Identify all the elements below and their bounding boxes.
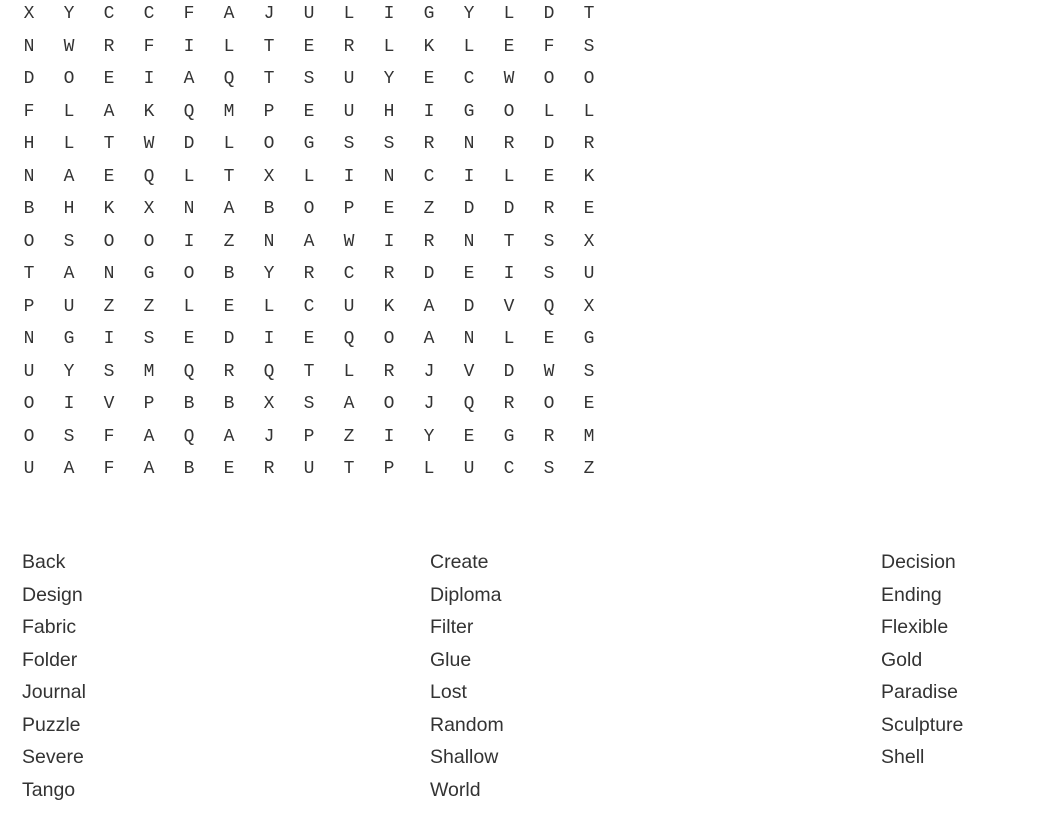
- grid-cell[interactable]: L: [183, 296, 195, 317]
- grid-cell[interactable]: U: [23, 361, 35, 382]
- grid-cell[interactable]: J: [423, 394, 435, 415]
- grid-cell[interactable]: X: [583, 296, 595, 317]
- grid-cell[interactable]: H: [23, 134, 35, 155]
- grid-cell[interactable]: P: [343, 199, 355, 220]
- grid-cell[interactable]: O: [23, 231, 35, 252]
- grid-cell[interactable]: L: [263, 296, 275, 317]
- word-list-item: Decision: [881, 551, 956, 573]
- grid-cell[interactable]: F: [103, 426, 115, 447]
- grid-cell[interactable]: S: [543, 459, 555, 480]
- grid-cell[interactable]: O: [383, 329, 395, 350]
- grid-cell[interactable]: O: [543, 394, 555, 415]
- grid-cell[interactable]: K: [423, 36, 435, 57]
- word-list-item: Random: [430, 713, 504, 736]
- grid-cell[interactable]: N: [383, 166, 395, 187]
- grid-cell[interactable]: Q: [183, 101, 195, 122]
- grid-cell[interactable]: T: [23, 264, 35, 285]
- grid-cell[interactable]: L: [223, 134, 235, 155]
- word-list-item: Design: [22, 583, 83, 606]
- grid-cell[interactable]: G: [143, 264, 155, 285]
- grid-cell[interactable]: A: [223, 199, 235, 220]
- grid-cell[interactable]: E: [223, 459, 235, 480]
- grid-row: [9, 258, 609, 291]
- grid-cell[interactable]: Q: [183, 361, 195, 382]
- grid-cell[interactable]: T: [343, 459, 355, 480]
- grid-cell[interactable]: X: [583, 231, 595, 252]
- grid-cell[interactable]: O: [23, 394, 35, 415]
- grid-cell[interactable]: U: [343, 69, 355, 90]
- grid-cell[interactable]: R: [383, 361, 395, 382]
- grid-cell[interactable]: C: [343, 264, 355, 285]
- grid-cell[interactable]: L: [583, 101, 595, 122]
- grid-cell[interactable]: W: [343, 231, 355, 252]
- grid-cell[interactable]: U: [63, 296, 75, 317]
- grid-cell[interactable]: E: [543, 329, 555, 350]
- grid-cell[interactable]: W: [63, 36, 75, 57]
- grid-cell[interactable]: R: [223, 361, 235, 382]
- grid-cell[interactable]: R: [303, 264, 315, 285]
- grid-cell[interactable]: R: [423, 134, 435, 155]
- grid-cell[interactable]: N: [263, 231, 275, 252]
- grid-cell[interactable]: L: [463, 36, 475, 57]
- grid-cell[interactable]: D: [543, 134, 555, 155]
- grid-cell[interactable]: I: [183, 231, 195, 252]
- grid-cell[interactable]: F: [543, 36, 555, 57]
- grid-cell[interactable]: I: [263, 329, 275, 350]
- grid-cell[interactable]: W: [143, 134, 155, 155]
- grid-cell[interactable]: N: [103, 264, 115, 285]
- grid-cell[interactable]: L: [543, 101, 555, 122]
- grid-cell[interactable]: C: [423, 166, 435, 187]
- grid-cell[interactable]: R: [543, 199, 555, 220]
- grid-row: [9, 323, 609, 356]
- grid-row: [9, 161, 609, 194]
- grid-cell[interactable]: O: [143, 231, 155, 252]
- grid-cell[interactable]: E: [503, 36, 515, 57]
- grid-cell[interactable]: X: [23, 4, 35, 25]
- grid-cell[interactable]: N: [463, 231, 475, 252]
- letter-grid: [9, 0, 609, 486]
- grid-cell[interactable]: T: [103, 134, 115, 155]
- word-list-item: Severe: [22, 746, 84, 768]
- grid-cell[interactable]: E: [463, 264, 475, 285]
- grid-cell[interactable]: F: [23, 101, 35, 122]
- word-list-column: [22, 546, 86, 806]
- grid-cell[interactable]: U: [303, 459, 315, 480]
- grid-cell[interactable]: O: [583, 69, 595, 90]
- grid-cell[interactable]: N: [23, 329, 35, 350]
- grid-cell[interactable]: D: [503, 361, 515, 382]
- grid-cell[interactable]: U: [23, 459, 35, 480]
- word-list-item: Back: [22, 551, 66, 573]
- grid-cell[interactable]: I: [383, 426, 395, 447]
- grid-cell[interactable]: G: [463, 101, 475, 122]
- grid-cell[interactable]: A: [63, 264, 75, 285]
- grid-cell[interactable]: Q: [343, 329, 355, 350]
- grid-cell[interactable]: I: [183, 36, 195, 57]
- grid-cell[interactable]: S: [63, 426, 75, 447]
- grid-cell[interactable]: L: [503, 329, 515, 350]
- grid-cell[interactable]: R: [543, 426, 555, 447]
- grid-cell[interactable]: L: [303, 166, 315, 187]
- grid-cell[interactable]: A: [343, 394, 355, 415]
- grid-cell[interactable]: Y: [63, 4, 75, 25]
- word-list-item: Folder: [22, 648, 78, 671]
- grid-cell[interactable]: G: [303, 134, 315, 155]
- grid-cell[interactable]: I: [463, 166, 475, 187]
- word-list-item: Puzzle: [22, 713, 81, 736]
- grid-row: [9, 63, 609, 96]
- grid-cell[interactable]: E: [303, 101, 315, 122]
- grid-cell[interactable]: L: [63, 134, 75, 155]
- grid-cell[interactable]: O: [63, 69, 75, 90]
- grid-cell[interactable]: E: [303, 329, 315, 350]
- grid-row: [9, 388, 609, 421]
- grid-cell[interactable]: D: [23, 69, 35, 90]
- grid-cell[interactable]: Z: [423, 199, 435, 220]
- grid-cell[interactable]: E: [223, 296, 235, 317]
- word-list-item: Diploma: [430, 583, 502, 606]
- word-list-item: Shallow: [430, 746, 499, 768]
- grid-cell[interactable]: I: [383, 4, 395, 25]
- grid-cell[interactable]: A: [223, 426, 235, 447]
- grid-cell[interactable]: P: [263, 101, 275, 122]
- grid-cell[interactable]: N: [183, 199, 195, 220]
- grid-cell[interactable]: Y: [383, 69, 395, 90]
- grid-cell[interactable]: R: [503, 394, 515, 415]
- grid-cell[interactable]: L: [343, 4, 355, 25]
- grid-cell[interactable]: T: [503, 231, 515, 252]
- grid-cell[interactable]: I: [423, 101, 435, 122]
- grid-cell[interactable]: F: [183, 4, 195, 25]
- grid-cell[interactable]: X: [143, 199, 155, 220]
- word-list-item: Tango: [22, 778, 76, 801]
- grid-cell[interactable]: B: [183, 394, 195, 415]
- grid-cell[interactable]: Q: [263, 361, 275, 382]
- grid-row: [9, 291, 609, 324]
- grid-cell[interactable]: E: [303, 36, 315, 57]
- grid-cell[interactable]: Z: [343, 426, 355, 447]
- grid-cell[interactable]: A: [303, 231, 315, 252]
- grid-row: [9, 453, 609, 486]
- grid-cell[interactable]: O: [543, 69, 555, 90]
- grid-cell[interactable]: Q: [183, 426, 195, 447]
- grid-cell[interactable]: A: [63, 459, 75, 480]
- grid-cell[interactable]: E: [543, 166, 555, 187]
- word-list-item: Sculpture: [881, 713, 964, 736]
- grid-cell[interactable]: L: [343, 361, 355, 382]
- grid-cell[interactable]: A: [223, 4, 235, 25]
- grid-cell[interactable]: J: [263, 426, 275, 447]
- grid-cell[interactable]: K: [583, 166, 595, 187]
- grid-cell[interactable]: I: [503, 264, 515, 285]
- grid-cell[interactable]: S: [583, 361, 595, 382]
- word-list-item: Gold: [881, 648, 923, 671]
- grid-cell[interactable]: L: [63, 101, 75, 122]
- grid-cell[interactable]: R: [103, 36, 115, 57]
- grid-cell[interactable]: P: [303, 426, 315, 447]
- grid-cell[interactable]: F: [103, 459, 115, 480]
- grid-cell[interactable]: C: [463, 69, 475, 90]
- grid-row: [9, 226, 609, 259]
- grid-cell[interactable]: O: [263, 134, 275, 155]
- grid-cell[interactable]: O: [183, 264, 195, 285]
- grid-cell[interactable]: Z: [583, 459, 595, 480]
- grid-cell[interactable]: Z: [103, 296, 115, 317]
- grid-cell[interactable]: O: [503, 101, 515, 122]
- grid-cell[interactable]: K: [103, 199, 115, 220]
- grid-cell[interactable]: O: [23, 426, 35, 447]
- grid-cell[interactable]: B: [23, 199, 35, 220]
- grid-cell[interactable]: E: [383, 199, 395, 220]
- grid-cell[interactable]: N: [463, 329, 475, 350]
- grid-cell[interactable]: P: [23, 296, 35, 317]
- grid-cell[interactable]: U: [343, 296, 355, 317]
- grid-row: [9, 96, 609, 129]
- grid-cell[interactable]: D: [503, 199, 515, 220]
- word-list-column: [881, 546, 963, 774]
- grid-cell[interactable]: D: [423, 264, 435, 285]
- grid-cell[interactable]: E: [103, 69, 115, 90]
- grid-cell[interactable]: J: [263, 4, 275, 25]
- grid-cell[interactable]: A: [423, 296, 435, 317]
- word-list-item: World: [430, 778, 481, 801]
- word-list-item: Lost: [430, 681, 467, 703]
- grid-cell[interactable]: L: [423, 459, 435, 480]
- grid-cell[interactable]: K: [383, 296, 395, 317]
- grid-cell[interactable]: B: [183, 459, 195, 480]
- grid-cell[interactable]: Q: [463, 394, 475, 415]
- grid-cell[interactable]: G: [583, 329, 595, 350]
- grid-row: [9, 128, 609, 161]
- grid-cell[interactable]: M: [223, 101, 235, 122]
- grid-cell[interactable]: A: [143, 459, 155, 480]
- word-list-item: Flexible: [881, 616, 949, 638]
- word-list-item: Fabric: [22, 616, 77, 638]
- grid-cell[interactable]: D: [183, 134, 195, 155]
- grid-row: [9, 0, 609, 31]
- grid-cell[interactable]: L: [383, 36, 395, 57]
- grid-cell[interactable]: P: [383, 459, 395, 480]
- grid-cell[interactable]: O: [303, 199, 315, 220]
- grid-cell[interactable]: D: [223, 329, 235, 350]
- grid-cell[interactable]: M: [143, 361, 155, 382]
- grid-cell[interactable]: G: [503, 426, 515, 447]
- grid-cell[interactable]: E: [103, 166, 115, 187]
- grid-cell[interactable]: A: [103, 101, 115, 122]
- grid-cell[interactable]: R: [423, 231, 435, 252]
- grid-cell[interactable]: D: [463, 296, 475, 317]
- grid-cell[interactable]: A: [183, 69, 195, 90]
- grid-cell[interactable]: Z: [223, 231, 235, 252]
- grid-cell[interactable]: V: [503, 296, 515, 317]
- word-list-item: Glue: [430, 648, 472, 671]
- word-list-item: Shell: [881, 746, 925, 768]
- grid-cell[interactable]: S: [383, 134, 395, 155]
- grid-cell[interactable]: Q: [223, 69, 235, 90]
- grid-cell[interactable]: X: [263, 166, 275, 187]
- grid-cell[interactable]: C: [503, 459, 515, 480]
- grid-cell[interactable]: Y: [463, 4, 475, 25]
- grid-cell[interactable]: S: [303, 394, 315, 415]
- grid-cell[interactable]: B: [263, 199, 275, 220]
- grid-cell[interactable]: R: [343, 36, 355, 57]
- grid-cell[interactable]: E: [463, 426, 475, 447]
- word-list-item: Filter: [430, 616, 474, 638]
- grid-cell[interactable]: R: [383, 264, 395, 285]
- grid-cell[interactable]: D: [463, 199, 475, 220]
- grid-cell[interactable]: U: [583, 264, 595, 285]
- grid-cell[interactable]: Q: [543, 296, 555, 317]
- grid-cell[interactable]: E: [183, 329, 195, 350]
- grid-cell[interactable]: O: [383, 394, 395, 415]
- grid-cell[interactable]: U: [463, 459, 475, 480]
- grid-cell[interactable]: F: [143, 36, 155, 57]
- grid-cell[interactable]: S: [543, 231, 555, 252]
- grid-cell[interactable]: G: [423, 4, 435, 25]
- grid-cell[interactable]: N: [23, 36, 35, 57]
- grid-cell[interactable]: C: [143, 4, 155, 25]
- grid-row: [9, 193, 609, 226]
- word-list-column: [430, 546, 504, 806]
- grid-cell[interactable]: E: [583, 199, 595, 220]
- grid-cell[interactable]: E: [583, 394, 595, 415]
- grid-cell[interactable]: Y: [263, 264, 275, 285]
- grid-cell[interactable]: A: [63, 166, 75, 187]
- grid-cell[interactable]: I: [343, 166, 355, 187]
- grid-cell[interactable]: Y: [63, 361, 75, 382]
- grid-cell[interactable]: I: [63, 394, 75, 415]
- grid-cell[interactable]: A: [423, 329, 435, 350]
- grid-cell[interactable]: C: [303, 296, 315, 317]
- grid-cell[interactable]: V: [463, 361, 475, 382]
- grid-cell[interactable]: X: [263, 394, 275, 415]
- grid-cell[interactable]: O: [103, 231, 115, 252]
- grid-cell[interactable]: L: [503, 166, 515, 187]
- grid-cell[interactable]: G: [63, 329, 75, 350]
- grid-row: [9, 31, 609, 64]
- grid-cell[interactable]: V: [103, 394, 115, 415]
- grid-cell[interactable]: T: [303, 361, 315, 382]
- grid-cell[interactable]: I: [383, 231, 395, 252]
- grid-cell[interactable]: T: [263, 36, 275, 57]
- grid-cell[interactable]: U: [343, 101, 355, 122]
- grid-row: [9, 421, 609, 454]
- grid-cell[interactable]: Q: [143, 166, 155, 187]
- grid-cell[interactable]: D: [543, 4, 555, 25]
- grid-cell[interactable]: S: [543, 264, 555, 285]
- word-list-item: Paradise: [881, 681, 958, 703]
- grid-cell[interactable]: S: [303, 69, 315, 90]
- grid-cell[interactable]: R: [263, 459, 275, 480]
- grid-cell[interactable]: H: [63, 199, 75, 220]
- grid-cell[interactable]: U: [303, 4, 315, 25]
- grid-cell[interactable]: S: [103, 361, 115, 382]
- grid-cell[interactable]: W: [503, 69, 515, 90]
- word-list-item: Ending: [881, 583, 942, 606]
- grid-cell[interactable]: I: [143, 69, 155, 90]
- grid-cell[interactable]: P: [143, 394, 155, 415]
- word-list-item: Create: [430, 551, 489, 573]
- grid-cell[interactable]: W: [543, 361, 555, 382]
- grid-cell[interactable]: S: [343, 134, 355, 155]
- grid-cell[interactable]: T: [583, 4, 595, 25]
- grid-cell[interactable]: C: [103, 4, 115, 25]
- word-list-item: Journal: [22, 681, 86, 703]
- grid-cell[interactable]: T: [263, 69, 275, 90]
- grid-cell[interactable]: M: [583, 426, 595, 447]
- grid-cell[interactable]: N: [463, 134, 475, 155]
- grid-cell[interactable]: S: [63, 231, 75, 252]
- grid-cell[interactable]: H: [383, 101, 395, 122]
- grid-cell[interactable]: I: [103, 329, 115, 350]
- grid-cell[interactable]: A: [143, 426, 155, 447]
- grid-cell[interactable]: S: [583, 36, 595, 57]
- grid-cell[interactable]: T: [223, 166, 235, 187]
- grid-cell[interactable]: N: [23, 166, 35, 187]
- grid-cell[interactable]: L: [223, 36, 235, 57]
- grid-cell[interactable]: L: [183, 166, 195, 187]
- grid-cell[interactable]: R: [503, 134, 515, 155]
- grid-cell[interactable]: Y: [423, 426, 435, 447]
- grid-cell[interactable]: S: [143, 329, 155, 350]
- grid-cell[interactable]: E: [423, 69, 435, 90]
- grid-cell[interactable]: K: [143, 101, 155, 122]
- grid-row: [9, 356, 609, 389]
- grid-cell[interactable]: J: [423, 361, 435, 382]
- grid-cell[interactable]: L: [503, 4, 515, 25]
- grid-cell[interactable]: R: [583, 134, 595, 155]
- grid-cell[interactable]: Z: [143, 296, 155, 317]
- grid-cell[interactable]: B: [223, 394, 235, 415]
- grid-cell[interactable]: B: [223, 264, 235, 285]
